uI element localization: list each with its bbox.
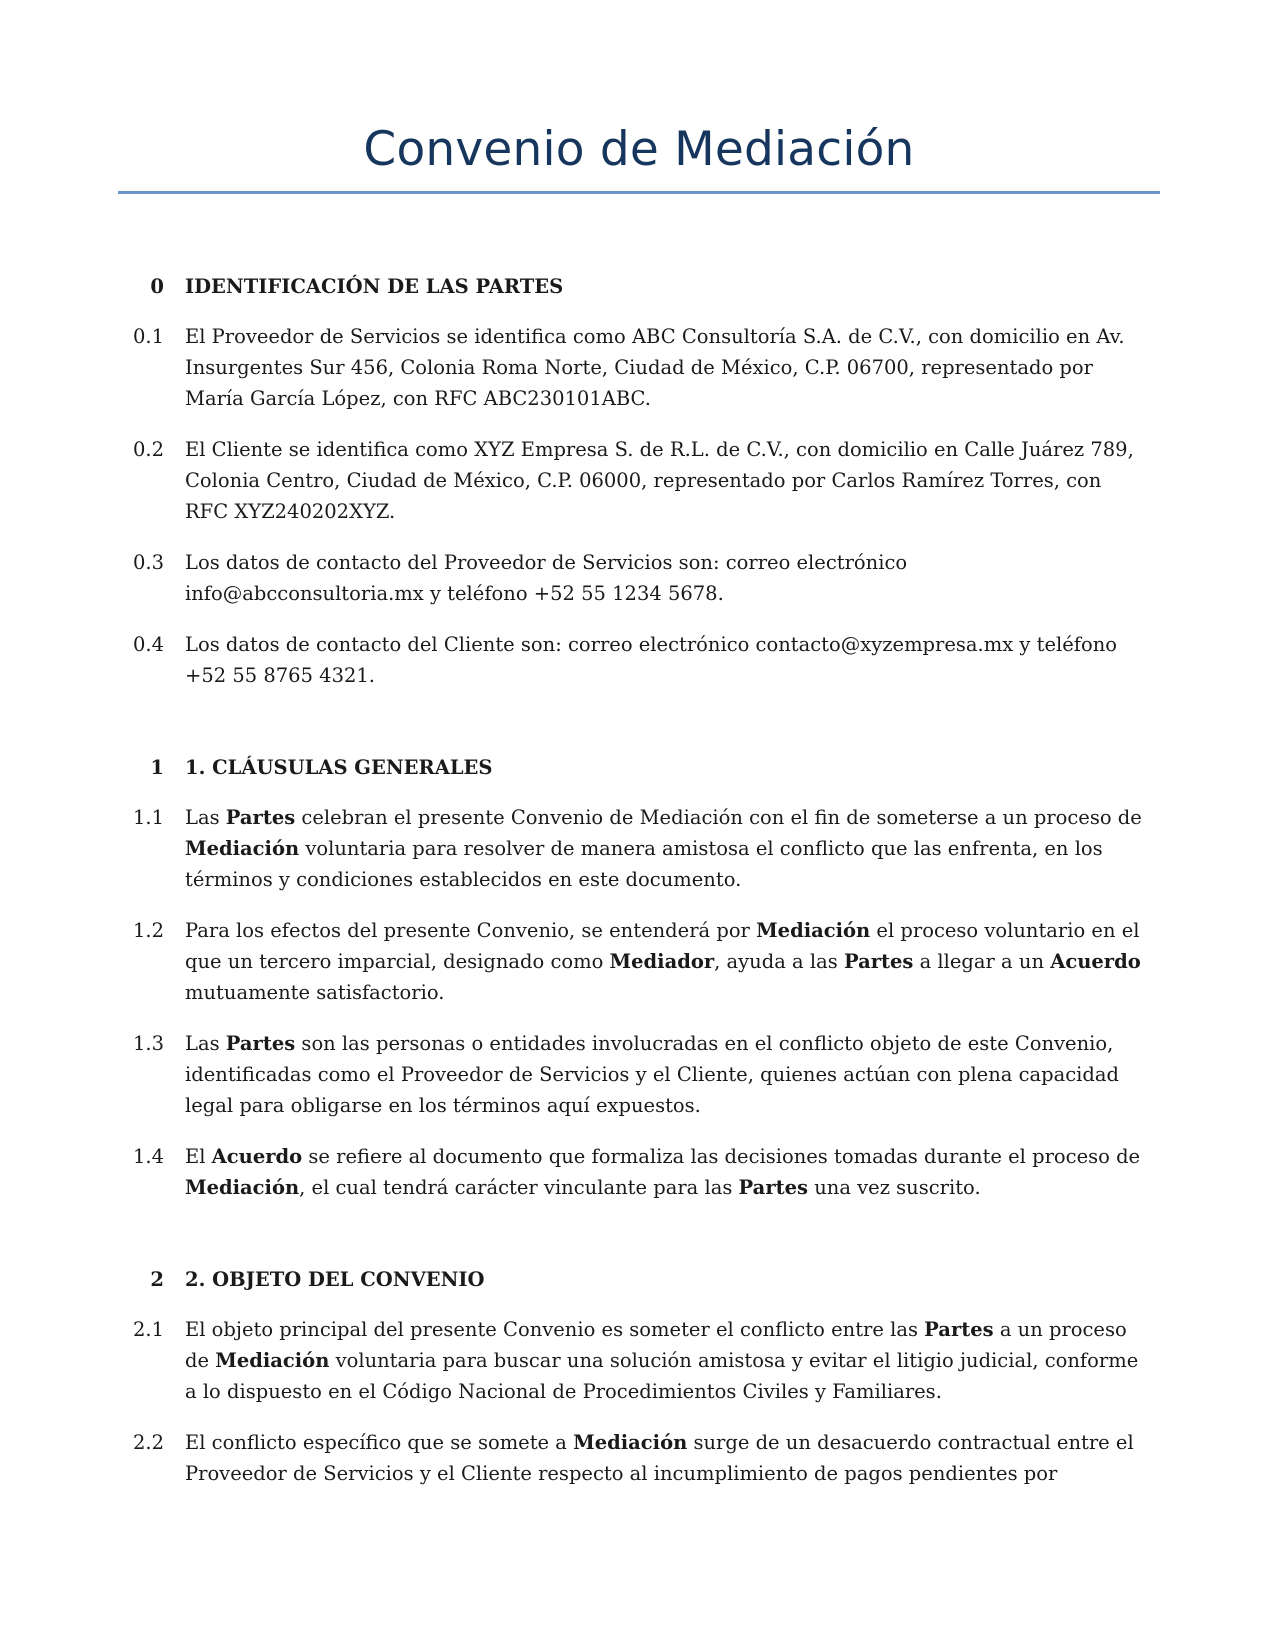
text-segment: a un proceso de [185, 1318, 1127, 1372]
text-segment: voluntaria para resolver de manera amistosa el conflicto que las enfrenta, en los términos y condiciones establecidos en este documento. [185, 837, 1103, 891]
clause-text [185, 434, 1160, 527]
text-segment: El objeto principal del presente Convenio es someter el conflicto entre las [185, 1318, 925, 1341]
clause-number: 1.1 [132, 806, 164, 829]
section-number: 1 [150, 756, 164, 779]
text-segment: , ayuda a las [714, 950, 844, 973]
section-heading-text: IDENTIFICACIÓN DE LAS PARTES [185, 275, 564, 298]
text-segment: Las [185, 1032, 226, 1055]
text-segment: , el cual tendrá carácter vinculante para las [299, 1176, 739, 1199]
defined-term: Partes [738, 1176, 808, 1199]
clause-number: 1.4 [132, 1145, 164, 1168]
clause-item [118, 802, 1160, 895]
clause-number: 1.3 [132, 1032, 164, 1055]
clause-text [185, 1427, 1160, 1489]
defined-term: Mediación [185, 1176, 300, 1199]
clause-item [118, 321, 1160, 414]
clause-text [185, 1141, 1160, 1203]
clause-text [185, 1314, 1160, 1407]
section-heading-text: 1. CLÁUSULAS GENERALES [185, 756, 493, 779]
clause-number: 0.3 [132, 551, 164, 574]
text-segment: a llegar a un [913, 950, 1051, 973]
text-segment: el proceso voluntario en el que un tercero imparcial, designado como [185, 919, 1140, 973]
defined-term: Mediación [756, 919, 871, 942]
section-identificacion [118, 272, 1160, 691]
text-segment: celebran el presente Convenio de Mediación con el fin de someterse a un proceso de [295, 806, 1142, 829]
text-segment: Los datos de contacto del Proveedor de Servicios son: correo electrónico info@abcconsultoria.mx y teléfono +52 55 1234 5678. [185, 551, 908, 605]
clause-item [118, 1314, 1160, 1407]
clause-item [118, 1141, 1160, 1203]
section-heading [118, 1265, 1160, 1295]
text-segment: mutuamente satisfactorio. [185, 981, 445, 1004]
clause-text [185, 629, 1160, 691]
text-segment: El Cliente se identifica como XYZ Empresa S. de R.L. de C.V., con domicilio en Calle Juárez 789, Colonia Centro, Ciudad de México, C.P. 06000, representado por Carlos Ramírez Torres, con RFC XYZ240202XYZ. [185, 438, 1134, 523]
document-body [118, 272, 1160, 1551]
clause-item [118, 915, 1160, 1008]
section-heading-text: 2. OBJETO DEL CONVENIO [185, 1268, 485, 1291]
section-clausulas-generales [118, 753, 1160, 1203]
section-heading [118, 753, 1160, 783]
clause-number: 0.1 [132, 325, 164, 348]
clause-text [185, 321, 1160, 414]
clause-number: 0.4 [132, 633, 164, 656]
section-number: 2 [150, 1268, 164, 1291]
text-segment: Los datos de contacto del Cliente son: correo electrónico contacto@xyzempresa.mx y teléfono +52 55 8765 4321. [185, 633, 1118, 687]
defined-term: Mediador [609, 950, 715, 973]
defined-term: Mediación [215, 1349, 330, 1372]
defined-term: Acuerdo [211, 1145, 303, 1168]
text-segment: Para los efectos del presente Convenio, se entenderá por [185, 919, 757, 942]
clause-text [185, 1028, 1160, 1121]
section-number: 0 [150, 275, 164, 298]
section-heading [118, 272, 1160, 302]
clause-number: 2.1 [132, 1318, 164, 1341]
defined-term: Mediación [573, 1431, 688, 1454]
clause-number: 1.2 [132, 919, 164, 942]
section-objeto-del-convenio [118, 1265, 1160, 1489]
text-segment: una vez suscrito. [808, 1176, 981, 1199]
text-segment: surge de un desacuerdo contractual entre el Proveedor de Servicios y el Cliente respecto al incumplimiento de pagos pendientes por [185, 1431, 1134, 1485]
clause-text [185, 547, 1160, 609]
clause-item [118, 1028, 1160, 1121]
clause-text [185, 802, 1160, 895]
clause-number: 0.2 [132, 438, 164, 461]
document-title: Convenio de Mediación [363, 122, 915, 177]
text-segment: El conflicto específico que se somete a [185, 1431, 574, 1454]
text-segment: se refiere al documento que formaliza las decisiones tomadas durante el proceso de [302, 1145, 1141, 1168]
clause-item [118, 434, 1160, 527]
clause-item [118, 629, 1160, 691]
clause-text [185, 915, 1160, 1008]
text-segment: voluntaria para buscar una solución amistosa y evitar el litigio judicial, conforme a lo dispuesto en el Código Nacional de Procedimientos Civiles y Familiares. [185, 1349, 1139, 1403]
defined-term: Acuerdo [1050, 950, 1141, 973]
defined-term: Partes [843, 950, 914, 973]
clause-number: 2.2 [132, 1431, 164, 1454]
defined-term: Partes [225, 1032, 296, 1055]
defined-term: Partes [924, 1318, 994, 1341]
text-segment: Las [185, 806, 226, 829]
clause-item [118, 1427, 1160, 1489]
text-segment: El [185, 1145, 212, 1168]
text-segment: El Proveedor de Servicios se identifica como ABC Consultoría S.A. de C.V., con domicilio en Av. Insurgentes Sur 456, Colonia Roma Norte, Ciudad de México, C.P. 06700, representado por María García López, con RFC ABC230101ABC. [185, 325, 1125, 410]
text-segment: son las personas o entidades involucradas en el conflicto objeto de este Convenio, identificadas como el Proveedor de Servicios y el Cliente, quienes actúan con plena capacidad legal para obligarse en los términos aquí expuestos. [185, 1032, 1120, 1117]
defined-term: Mediación [185, 837, 300, 860]
title-underline-rule [118, 191, 1160, 194]
clause-item [118, 547, 1160, 609]
defined-term: Partes [225, 806, 296, 829]
